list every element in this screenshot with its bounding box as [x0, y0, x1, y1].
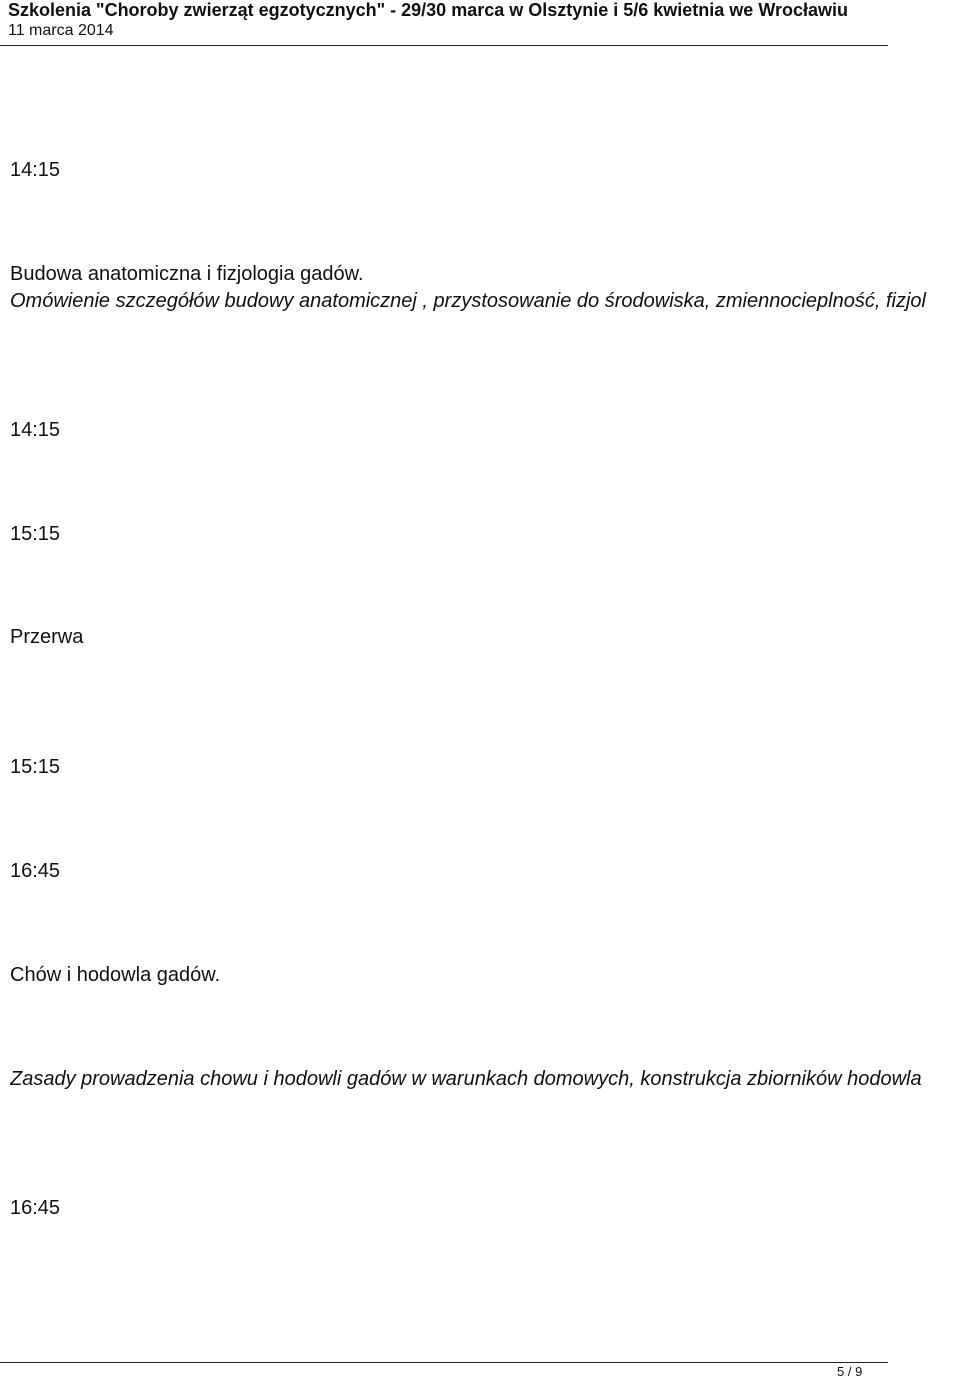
- session-description: Omówienie szczegółów budowy anatomicznej , przystosowanie do środowiska, zmiennocieplność, fizjol: [10, 290, 926, 312]
- page-header-title: Szkolenia "Choroby zwierząt egzotycznych" - 29/30 marca w Olsztynie i 5/6 kwietnia we Wrocławiu: [8, 0, 849, 20]
- page-number: 5 / 9: [837, 1364, 863, 1379]
- session-title: Chów i hodowla gadów.: [10, 964, 221, 986]
- session-title: Przerwa: [10, 626, 84, 648]
- session-end-time: 15:15: [10, 523, 61, 545]
- session-title: Budowa anatomiczna i fizjologia gadów.: [10, 263, 364, 285]
- session-description: Zasady prowadzenia chowu i hodowli gadów w warunkach domowych, konstrukcja zbiorników hodowla: [10, 1068, 922, 1090]
- session-end-time: 16:45: [10, 860, 61, 882]
- session-start-time: 14:15: [10, 159, 61, 181]
- footer-divider: [0, 1362, 888, 1363]
- page-header-date: 11 marca 2014: [8, 22, 114, 39]
- session-start-time: 14:15: [10, 419, 61, 441]
- session-start-time: 15:15: [10, 756, 61, 778]
- session-start-time: 16:45: [10, 1197, 61, 1219]
- header-divider: [0, 45, 888, 46]
